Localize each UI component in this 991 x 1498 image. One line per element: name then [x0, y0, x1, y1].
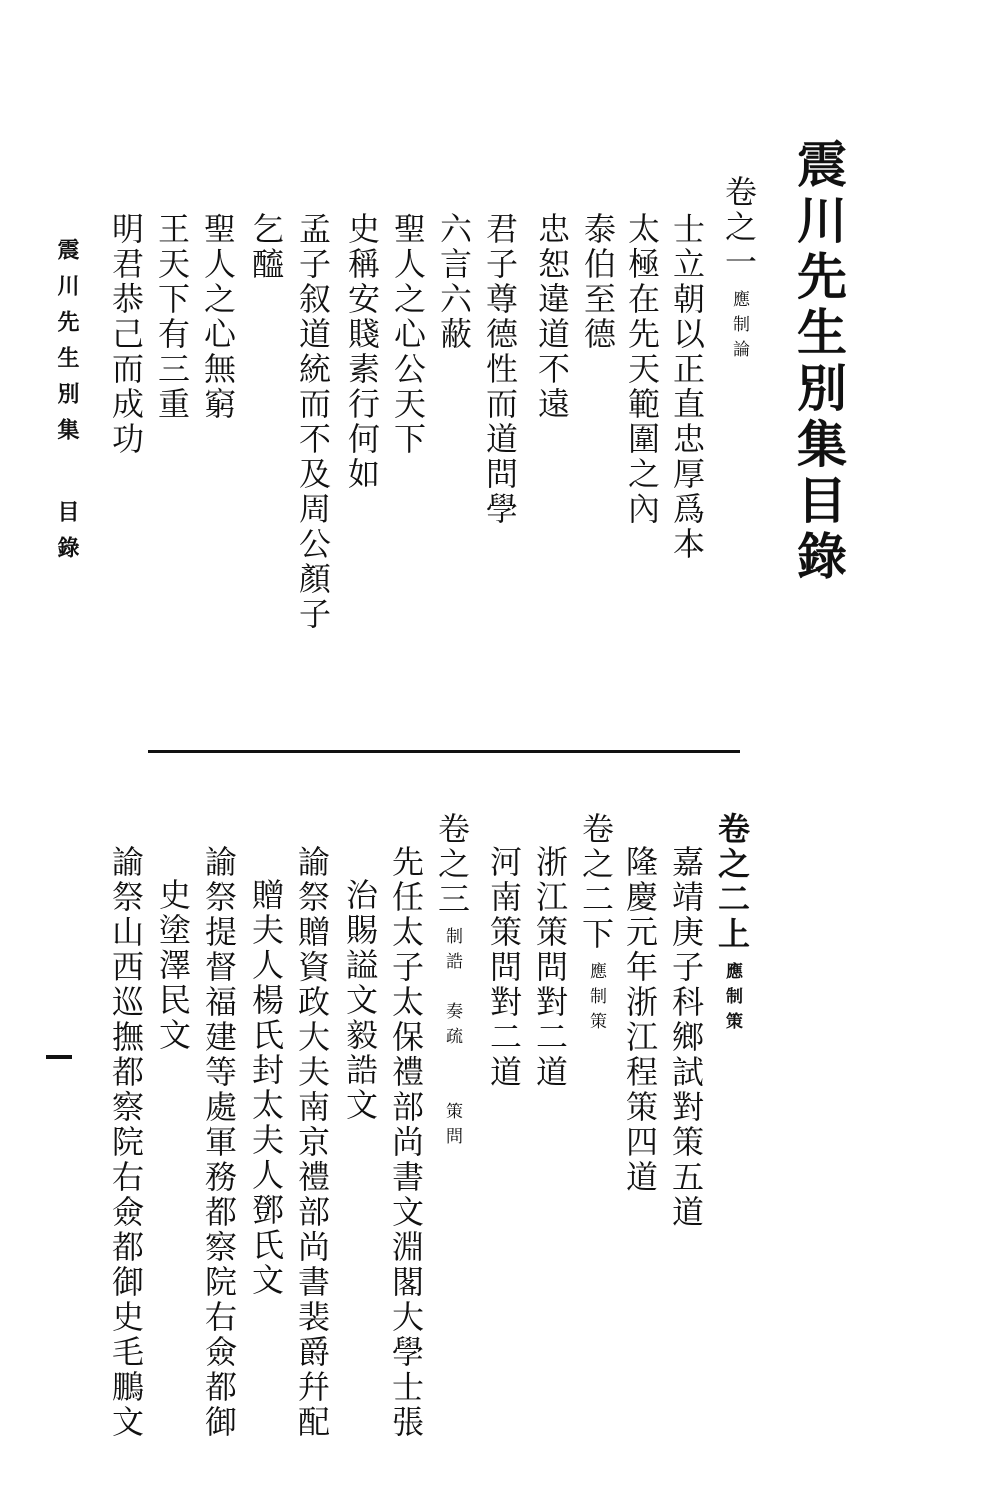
toc-entry: 聖人之心無窮 — [199, 212, 237, 422]
volume-label: 卷之一 — [720, 175, 758, 280]
volume-heading-3 — [433, 812, 471, 1152]
toc-entry: 隆慶元年浙江程策四道 — [621, 845, 659, 1195]
volume-heading-2-lower — [577, 812, 615, 1037]
volume-note: 應制策 — [722, 962, 742, 1037]
toc-entry: 王天下有三重 — [153, 212, 191, 422]
toc-entry: 諭祭贈資政大夫南京禮部尚書裴爵幷配 — [293, 845, 331, 1440]
toc-entry: 乞醯 — [247, 212, 285, 282]
toc-entry: 河南策問對二道 — [485, 845, 523, 1090]
toc-entry: 明君恭己而成功 — [107, 212, 145, 457]
toc-entry: 史塗澤民文 — [154, 878, 192, 1053]
volume-label: 卷之二下 — [577, 812, 615, 952]
toc-entry: 君子尊德性而道問學 — [481, 212, 519, 527]
volume-note: 應制論 — [729, 290, 749, 365]
toc-entry: 孟子叙道統而不及周公顏子 — [294, 212, 332, 632]
margin-section: 目錄 — [54, 500, 80, 572]
volume-note: 應制策 — [586, 962, 606, 1037]
toc-entry: 嘉靖庚子科鄉試對策五道 — [667, 845, 705, 1230]
volume-heading-1 — [720, 175, 758, 365]
volume-note: 制誥 奏疏 策問 — [442, 927, 462, 1152]
toc-entry: 六言六蔽 — [435, 212, 473, 352]
page-number — [46, 1055, 72, 1059]
margin-title: 震川先生別集 — [54, 238, 80, 454]
toc-entry: 泰伯至德 — [579, 212, 617, 352]
volume-label: 卷之三 — [433, 812, 471, 917]
toc-entry: 士立朝以正直忠厚爲本 — [668, 212, 706, 562]
page-title: 震川先生別集目錄 — [789, 138, 848, 586]
toc-entry: 治賜謚文毅誥文 — [341, 878, 379, 1123]
toc-entry: 諭祭提督福建等處軍務都察院右僉都御 — [200, 845, 238, 1440]
toc-entry: 史稱安賤素行何如 — [343, 212, 381, 492]
section-divider — [148, 750, 740, 753]
toc-entry: 贈夫人楊氏封太夫人鄧氏文 — [247, 878, 285, 1298]
margin-book-title — [56, 238, 78, 572]
toc-entry: 太極在先天範圍之內 — [623, 212, 661, 527]
toc-entry: 聖人之心公天下 — [389, 212, 427, 457]
page-number-text — [0, 0, 1, 1]
toc-entry: 忠恕違道不遠 — [533, 212, 571, 422]
toc-entry: 諭祭山西巡撫都察院右僉都御史毛鵬文 — [107, 845, 145, 1440]
toc-entry: 浙江策問對二道 — [531, 845, 569, 1090]
volume-label: 卷之二上 — [713, 812, 751, 952]
volume-heading-2-upper — [713, 812, 751, 1037]
toc-entry: 先任太子太保禮部尚書文淵閣大學士張 — [387, 845, 425, 1440]
